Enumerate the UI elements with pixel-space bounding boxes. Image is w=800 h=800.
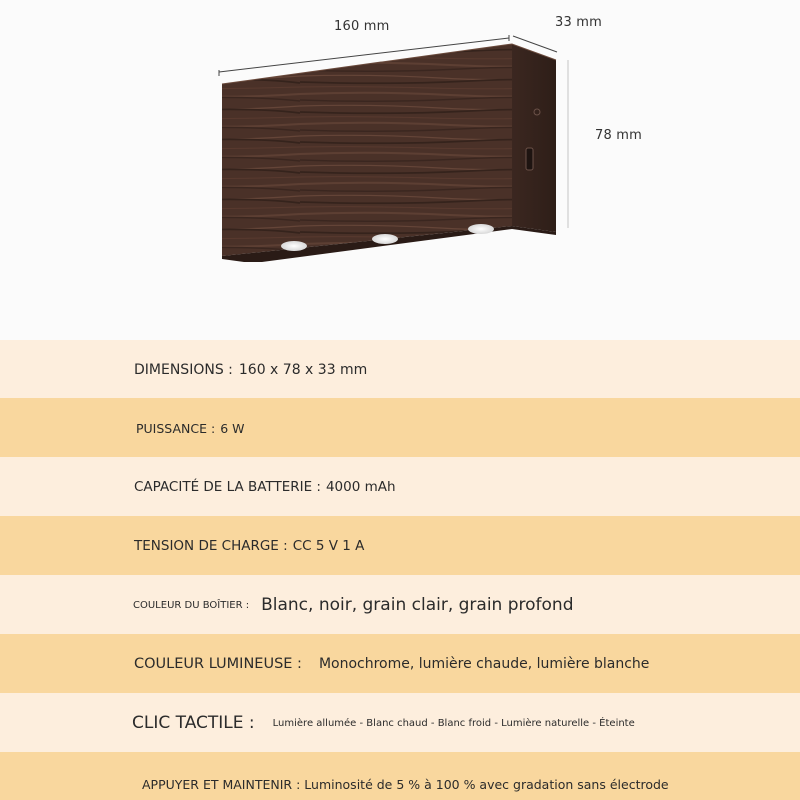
width-label: 160 mm <box>334 19 390 34</box>
spec-row-press-hold <box>0 752 800 800</box>
spec-label: CAPACITÉ DE LA BATTERIE : <box>134 479 321 495</box>
spec-row-touch-click <box>0 693 800 753</box>
spec-value: 4000 mAh <box>325 479 396 495</box>
spec-row-battery <box>0 457 800 517</box>
spec-value: CC 5 V 1 A <box>292 538 365 554</box>
spec-label: COULEUR DU BOÎTIER : <box>133 599 250 611</box>
led-icon <box>372 234 398 244</box>
spec-value: 160 x 78 x 33 mm <box>238 362 368 378</box>
lamp-side-face <box>512 44 556 232</box>
spec-row-dimensions <box>0 340 800 400</box>
led-icon <box>468 224 494 234</box>
spec-label: TENSION DE CHARGE : <box>134 538 288 554</box>
spec-row-light-color <box>0 634 800 694</box>
spec-label: DIMENSIONS : <box>134 362 233 378</box>
spec-row-charging-voltage <box>0 516 800 576</box>
spec-row-housing-color <box>0 575 800 635</box>
specifications-table <box>0 340 800 800</box>
spec-label: PUISSANCE : <box>136 420 216 436</box>
spec-label: COULEUR LUMINEUSE : <box>134 656 302 672</box>
spec-value: Lumière allumée - Blanc chaud - Blanc froid - Lumière naturelle - Éteinte <box>272 717 635 729</box>
product-dimension-diagram <box>0 0 800 340</box>
wall-lamp-illustration <box>0 0 800 340</box>
height-label: 78 mm <box>595 128 643 143</box>
led-icon <box>281 241 307 251</box>
lamp-front-face <box>222 44 512 256</box>
spec-value: 6 W <box>220 420 245 436</box>
spec-value: Monochrome, lumière chaude, lumière blanche <box>318 656 650 672</box>
depth-label: 33 mm <box>555 15 603 30</box>
spec-value: Luminosité de 5 % à 100 % avec gradation sans électrode <box>304 777 669 792</box>
spec-row-power <box>0 398 800 458</box>
spec-label: APPUYER ET MAINTENIR : <box>142 777 301 792</box>
usb-port-icon <box>526 148 533 170</box>
spec-label: CLIC TACTILE : <box>132 713 255 733</box>
spec-value: Blanc, noir, grain clair, grain profond <box>261 595 574 615</box>
